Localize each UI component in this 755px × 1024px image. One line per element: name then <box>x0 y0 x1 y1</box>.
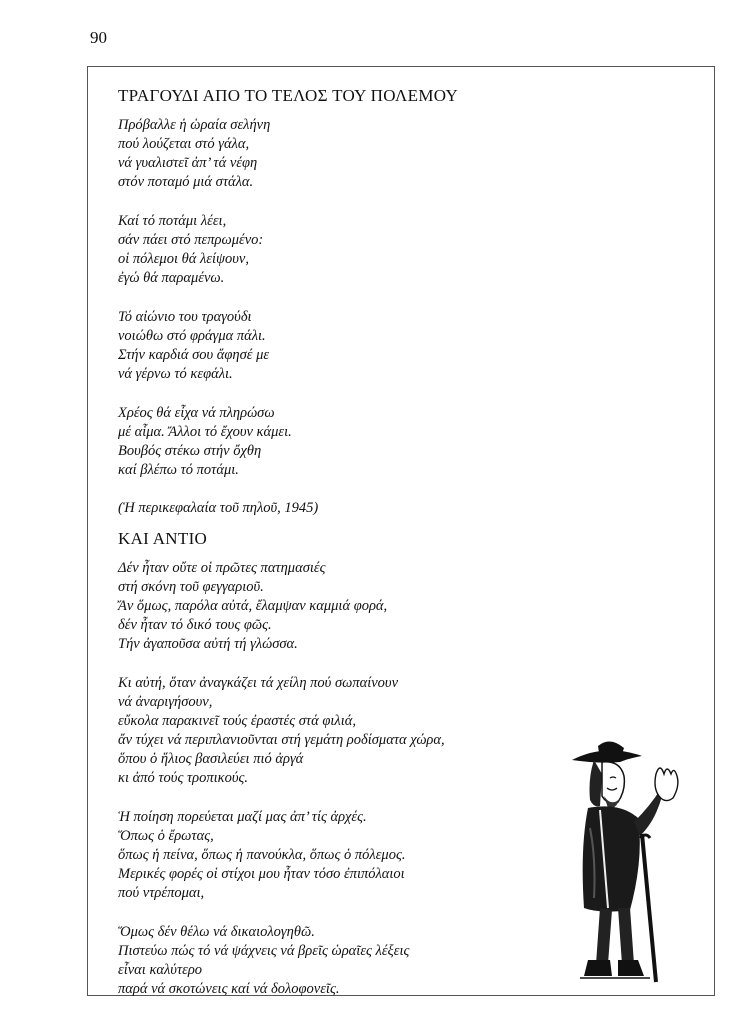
poem-line: Τήν ἀγαποῦσα αὐτή τή γλώσσα. <box>118 636 298 652</box>
poem-line: Μερικές φορές οἱ στίχοι μου ἦταν τόσο ἐπιπόλαιοι <box>118 866 405 882</box>
poem-line: στή σκόνη τοῦ φεγγαριοῦ. <box>118 579 264 595</box>
poem-line: δέν ἦταν τό δικό τους φῶς. <box>118 617 272 633</box>
poem-line: μέ αἷμα. Ἄλλοι τό ἔχουν κάμει. <box>118 424 292 440</box>
poem-line: Καί τό ποτάμι λέει, <box>118 213 227 229</box>
poem-line: νά γυαλιστεῖ ἀπ’ τά νέφη <box>118 155 258 171</box>
poem-line: νά ἀναριγήσουν, <box>118 694 213 710</box>
poem2-stanza-4 <box>118 923 568 999</box>
poem-line: Κι αὐτή, ὅταν ἀναγκάζει τά χείλη πού σωπαίνουν <box>118 675 399 691</box>
poem-line: Ἄν ὅμως, παρόλα αὐτά, ἔλαμψαν καμμιά φορά, <box>118 598 388 614</box>
illustration-svg <box>560 738 710 988</box>
poem2-stanza-1 <box>118 559 568 654</box>
poem-line: νά γέρνω τό κεφάλι. <box>118 366 233 382</box>
poem2-stanza-3 <box>118 808 568 903</box>
poem1-source: (Ἡ περικεφαλαία τοῦ πηλοῦ, 1945) <box>118 500 319 516</box>
poem-line: ἐγώ θά παραμένω. <box>118 270 225 286</box>
poem-content <box>118 86 568 999</box>
poem-line: πού ντρέπομαι, <box>118 885 205 901</box>
poem1-stanza-3 <box>118 308 568 384</box>
page-number: 90 <box>90 28 107 47</box>
poem-line: εὔκολα παρακινεῖ τούς ἐραστές στά φιλιά, <box>118 713 356 729</box>
poem-line: Πιστεύω πώς τό νά ψάχνεις νά βρεῖς ὡραῖες λέξεις <box>118 943 410 959</box>
poem1-stanza-2 <box>118 212 568 288</box>
poem-line: Ὅπως ὁ ἔρωτας, <box>118 828 214 844</box>
poem-line: Τό αἰώνιο του τραγούδι <box>118 309 252 325</box>
poem-line: Χρέος θά εἶχα νά πληρώσω <box>118 405 275 421</box>
poem-line: ἄν τύχει νά περιπλανιοῦνται στή γεμάτη ροδίσματα χώρα, <box>118 732 445 748</box>
poem-line: στόν ποταμό μιά στάλα. <box>118 174 254 190</box>
poem-line: Στήν καρδιά σου ἄφησέ με <box>118 347 270 363</box>
poem1-stanza-1 <box>118 116 568 192</box>
old-man-with-staff-illustration <box>560 738 710 988</box>
poem-line: νοιώθω στό φράγμα πάλι. <box>118 328 266 344</box>
poem-line: Ὅμως δέν θέλω νά δικαιολογηθῶ. <box>118 924 315 940</box>
poem1-title: ΤΡΑΓΟΥΔΙ ΑΠΟ ΤΟ ΤΕΛΟΣ ΤΟΥ ΠΟΛΕΜΟΥ <box>118 86 459 105</box>
poem-line: Ἡ ποίηση πορεύεται μαζί μας ἀπ’ τίς ἀρχές. <box>118 809 367 825</box>
poem-line: Πρόβαλλε ἡ ὡραία σελήνη <box>118 117 271 133</box>
poem2-stanza-2 <box>118 674 568 788</box>
poem-line: ὅπου ὁ ἥλιος βασιλεύει πιό ἀργά <box>118 751 304 767</box>
poem-line: καί βλέπω τό ποτάμι. <box>118 462 239 478</box>
poem-line: Βουβός στέκω στήν ὄχθη <box>118 443 262 459</box>
poem-line: σάν πάει στό πεπρωμένο: <box>118 232 264 248</box>
poem-line: παρά νά σκοτώνεις καί νά δολοφονεῖς. <box>118 981 340 997</box>
poem-line: οἱ πόλεμοι θά λείψουν, <box>118 251 249 267</box>
poem2-title: ΚΑΙ ΑΝΤΙΟ <box>118 529 208 548</box>
poem-line: εἶναι καλύτερο <box>118 962 203 978</box>
poem-line: ὅπως ἡ πείνα, ὅπως ἡ πανούκλα, ὅπως ὁ πόλεμος. <box>118 847 406 863</box>
poem-line: Δέν ἦταν οὔτε οἱ πρῶτες πατημασιές <box>118 560 326 576</box>
poem-line: κι ἀπό τούς τροπικούς. <box>118 770 249 786</box>
poem1-stanza-4 <box>118 404 568 480</box>
poem-line: πού λούζεται στό γάλα, <box>118 136 250 152</box>
